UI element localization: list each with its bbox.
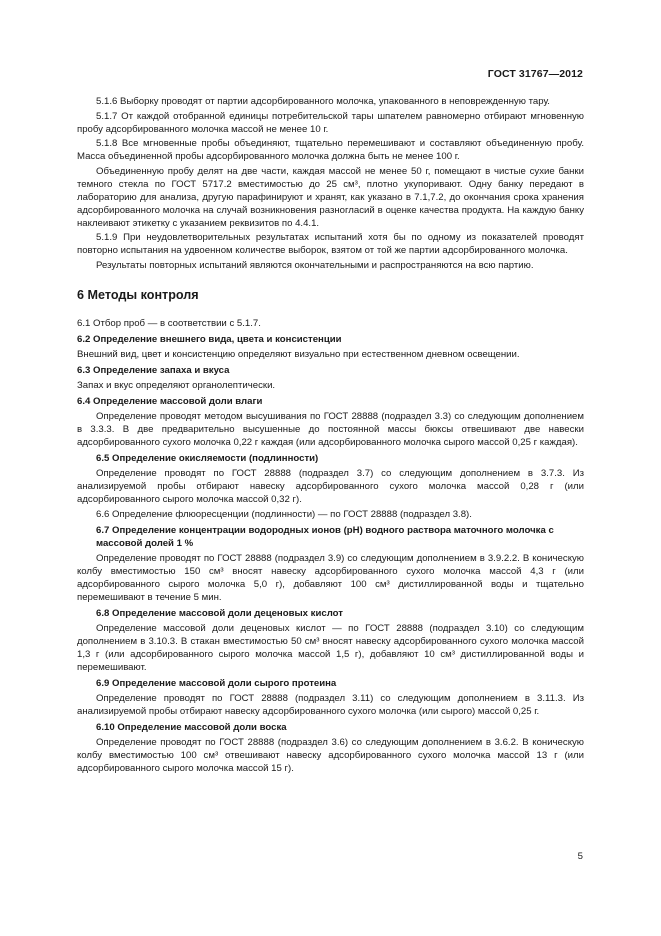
heading-6-2: 6.2 Определение внешнего вида, цвета и консистенции [77, 333, 342, 345]
paragraph-6-10: Определение проводят по ГОСТ 28888 (подраздел 3.6) со следующим дополнением в 3.6.2. В коническую колбу вместимостью 100 см³ отвешивают навеску адсорбированного сухого молочка массой 13 г (или адсорбированного сырого молочка массой 15 г). [77, 736, 584, 774]
paragraph-6-1: 6.1 Отбор проб — в соответствии с 5.1.7. [77, 317, 261, 329]
standard-header: ГОСТ 31767—2012 [487, 68, 583, 80]
paragraph-5-1-9: 5.1.9 При неудовлетворительных результатах испытаний хотя бы по одному из показателей проводят повторно испытания на удвоенном количестве выборок, взятом от той же партии адсорбированного молочка. [77, 232, 584, 257]
heading-6-5: 6.5 Определение окисляемости (подлинности) [96, 452, 319, 464]
paragraph-5-1-8-continued: Объединенную пробу делят на две части, каждая массой не менее 50 г, помещают в чистые сухие банки темного стекла по ГОСТ 5717.2 вместимостью до 25 см³, плотно укупоривают. Одну банку передают в лабораторию для анализа, другую парафинируют и хранят, как указано в 7.1,7.2, до окончания срока хранения адсорбированного молочка на случай возникновения разногласий в оценке качества продукта. На каждую банку наклеивают этикетку с указанием реквизитов по 4.4.1. [77, 165, 584, 229]
paragraph-5-1-6: 5.1.6 Выборку проводят от партии адсорбированного молочка, упакованного в неповрежденную тару. [96, 96, 550, 107]
paragraph-6-2: Внешний вид, цвет и консистенцию определяют визуально при естественном дневном освещении. [77, 348, 520, 360]
heading-6-3: 6.3 Определение запаха и вкуса [77, 364, 230, 376]
paragraph-5-1-7: 5.1.7 От каждой отобранной единицы потребительской тары шпателем равномерно отбирают мгновенную пробу адсорбированного молочка массой не менее 10 г. [77, 110, 584, 135]
heading-6-9: 6.9 Определение массовой доли сырого протеина [96, 677, 337, 689]
heading-6-8: 6.8 Определение массовой доли деценовых кислот [96, 607, 344, 619]
heading-6-7: 6.7 Определение концентрации водородных ионов (рН) водного раствора маточного молочка с массовой долей 1 % [96, 524, 554, 549]
paragraph-6-5: Определение проводят по ГОСТ 28888 (подраздел 3.7) со следующим дополнением в 3.7.3. Из анализируемой пробы отбирают навеску адсорбированного сухого молочка массой 0,28 г (или адсорбированного сырого молочка массой 0,32 г). [77, 467, 584, 505]
paragraph-6-6: 6.6 Определение флюоресценции (подлинности) — по ГОСТ 28888 (подраздел 3.8). [96, 508, 472, 520]
section-6-heading: 6 Методы контроля [77, 287, 199, 302]
paragraph-5-1-9-continued: Результаты повторных испытаний являются окончательными и распространяются на всю партию. [96, 259, 534, 271]
paragraph-6-4: Определение проводят методом высушивания по ГОСТ 28888 (подраздел 3.3) со следующим дополнением в 3.3.3. В две предварительно высушенные до постоянной массы бюксы отвешивают две навески адсорбированного сухого молочка 0,22 г каждая (или адсорбированного молочка сырого массой 0,25 г каждая). [77, 410, 584, 448]
paragraph-6-7: Определение проводят по ГОСТ 28888 (подраздел 3.9) со следующим дополнением в 3.9.2.2. В коническую колбу вместимостью 150 см³ вносят навеску адсорбированного сухого молочка массой 4,3 г (или адсорбированного сырого молочка 5,0 г), добавляют 100 см³ дистиллированной воды и тщательно перемешивают в течение 5 мин. [77, 552, 584, 603]
page-number: 5 [577, 851, 583, 862]
document-body [77, 95, 584, 776]
heading-6-10: 6.10 Определение массовой доли воска [96, 721, 287, 733]
heading-6-4: 6.4 Определение массовой доли влаги [77, 395, 263, 407]
paragraph-6-3: Запах и вкус определяют органолептически. [77, 379, 276, 391]
paragraph-6-9: Определение проводят по ГОСТ 28888 (подраздел 3.11) со следующим дополнением в 3.11.3. Из анализируемой пробы отбирают навеску адсорбированного сухого молочка (или сырого) массой 0,25 г. [77, 692, 584, 717]
paragraph-5-1-8: 5.1.8 Все мгновенные пробы объединяют, тщательно перемешивают и составляют объединенную пробу. Масса объединенной пробы адсорбированного молочка должна быть не менее 100 г. [77, 138, 584, 163]
paragraph-6-8: Определение массовой доли деценовых кислот — по ГОСТ 28888 (подраздел 3.10) со следующим дополнением в 3.10.3. В стакан вместимостью 50 см³ вносят навеску адсорбированного сухого молочка массой 1,3 г (или адсорбированного сырого молочка массой 1,5 г), добавляют 10 см³ дистиллированной воды и перемешивают. [77, 622, 584, 673]
